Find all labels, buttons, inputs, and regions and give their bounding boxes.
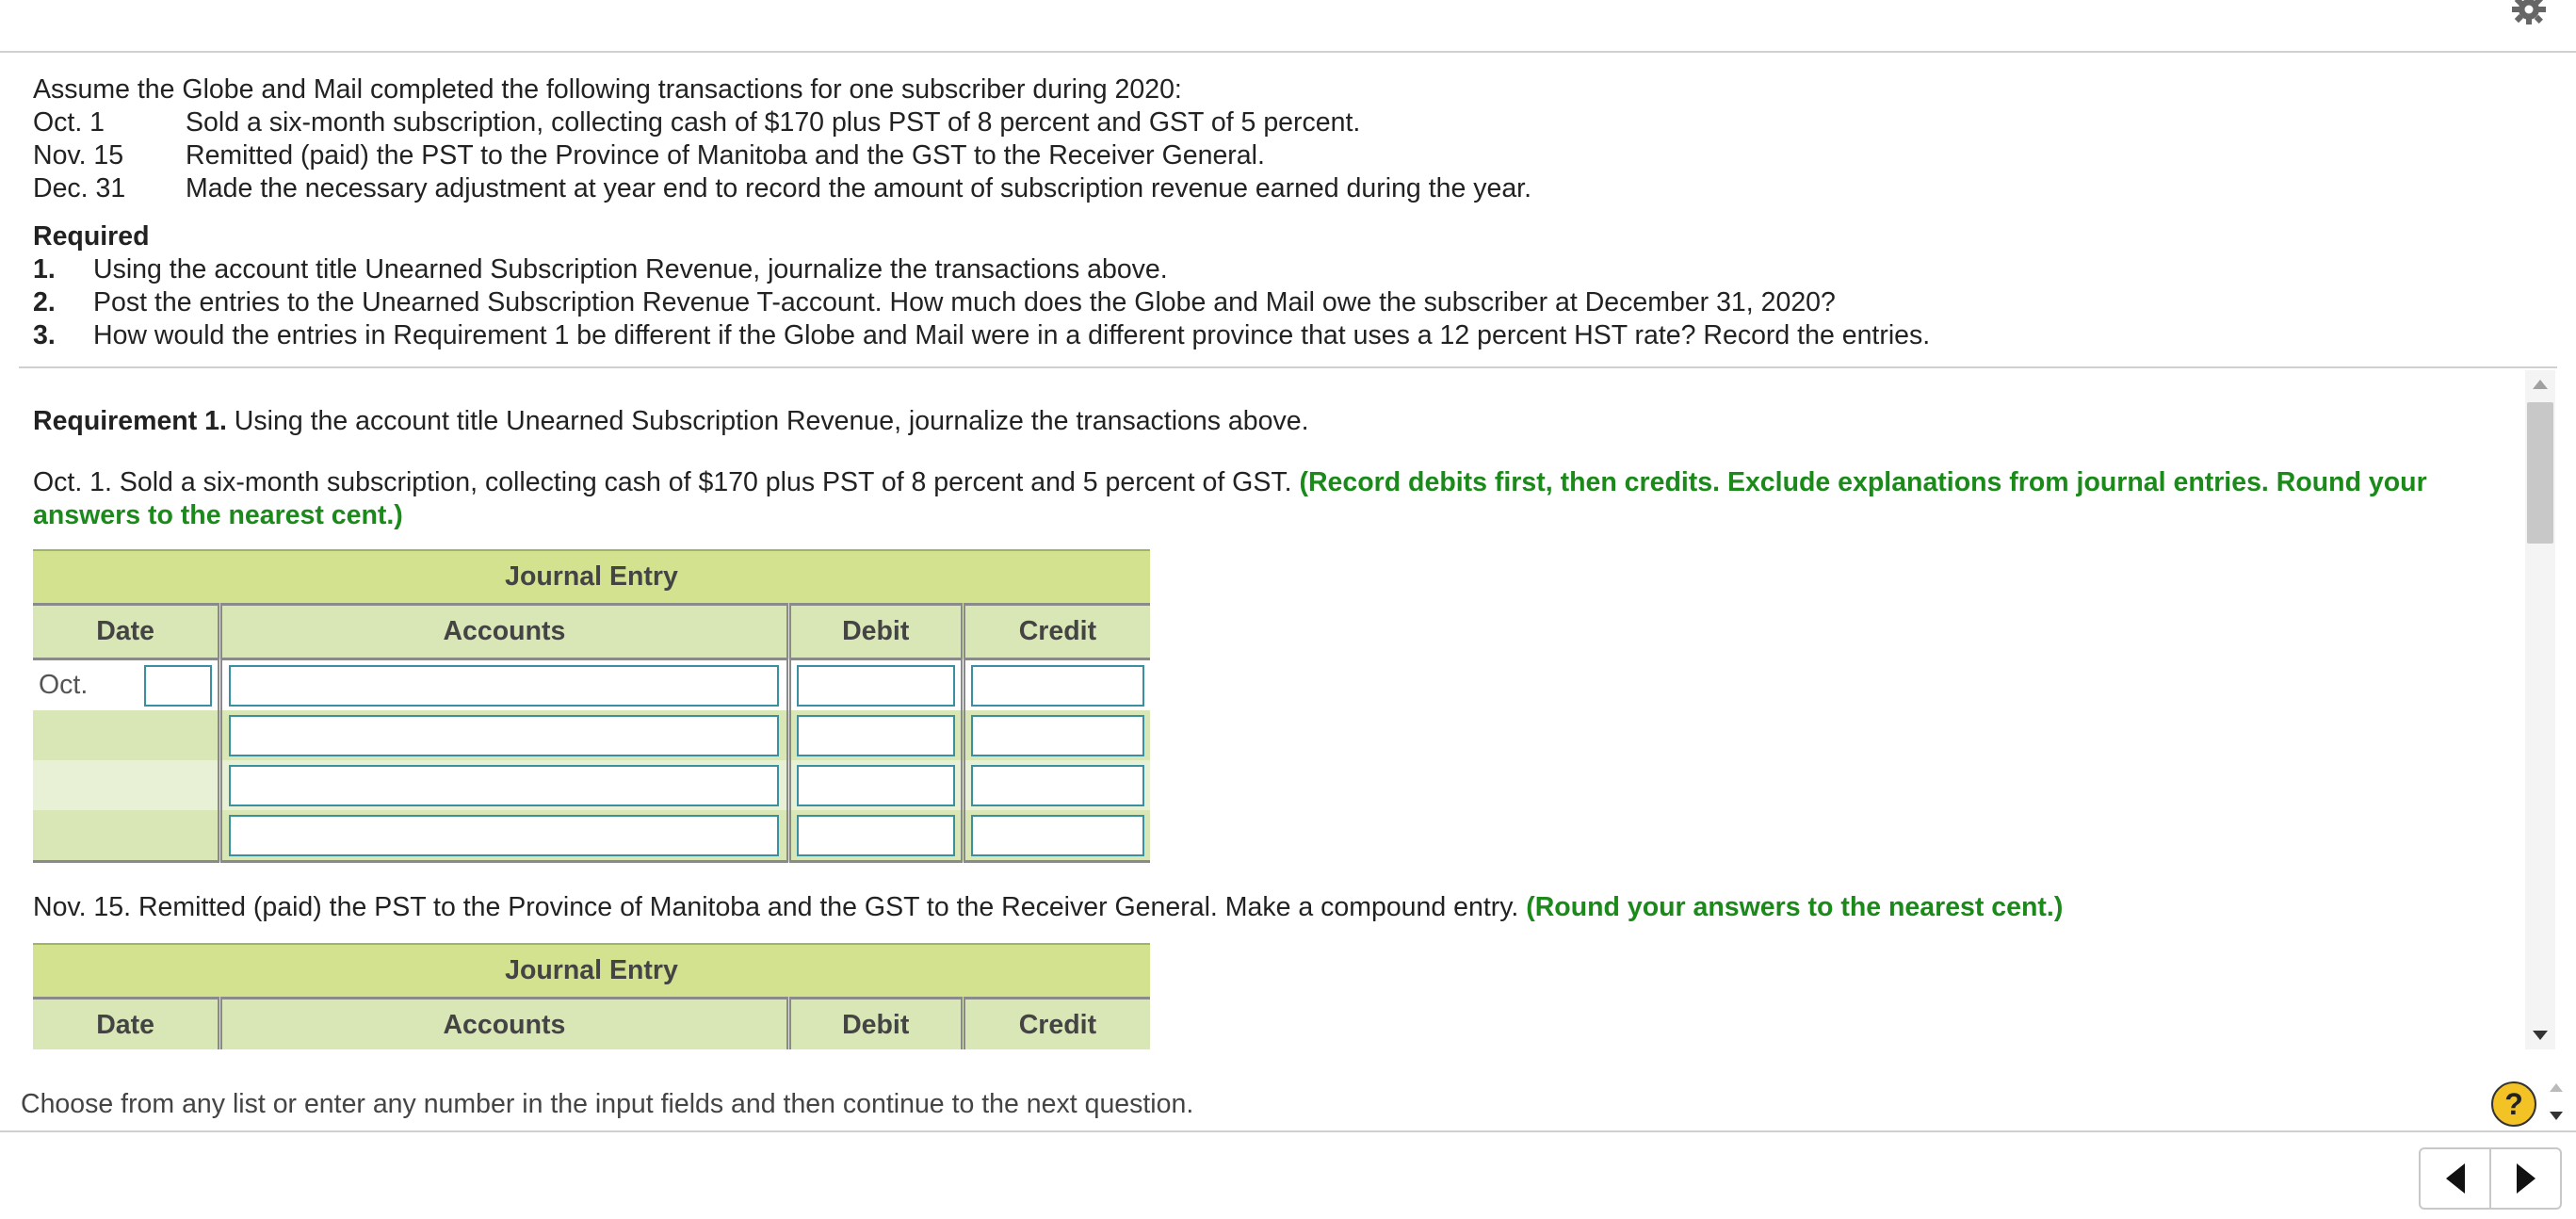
date-cell bbox=[33, 760, 220, 810]
transaction-text: Sold a six-month subscription, collecting cash of $170 plus PST of 8 percent and GST of 5 percent. bbox=[186, 107, 1361, 138]
credit-input[interactable] bbox=[971, 665, 1144, 707]
oct-prompt bbox=[33, 466, 2454, 532]
date-cell bbox=[33, 659, 220, 711]
transaction-text: Remitted (paid) the PST to the Province of Manitoba and the GST to the Receiver General. bbox=[186, 140, 1265, 171]
scrollbar-thumb[interactable] bbox=[2527, 402, 2553, 544]
journal-entry-table-oct bbox=[33, 549, 1150, 863]
date-column-header: Date bbox=[33, 999, 220, 1050]
account-input[interactable] bbox=[229, 665, 779, 707]
requirement-text: Post the entries to the Unearned Subscription Revenue T-account. How much does the Globe and Mail owe the subscriber at December 31, 2020? bbox=[93, 287, 1836, 317]
debit-column-header: Debit bbox=[788, 605, 963, 659]
scroll-up-icon[interactable] bbox=[2533, 380, 2548, 389]
nov-prompt bbox=[33, 891, 2501, 924]
transaction-text: Made the necessary adjustment at year end to record the amount of subscription revenue earned during the year. bbox=[186, 173, 1532, 203]
previous-button[interactable] bbox=[2421, 1149, 2489, 1208]
transaction-row bbox=[33, 172, 2538, 205]
credit-input[interactable] bbox=[971, 815, 1144, 856]
journal-entry-title: Journal Entry bbox=[33, 550, 1150, 605]
date-column-header: Date bbox=[33, 605, 220, 659]
requirement-1-text: Using the account title Unearned Subscription Revenue, journalize the transactions above. bbox=[226, 406, 1309, 436]
gear-icon[interactable] bbox=[2508, 0, 2550, 30]
required-heading: Required bbox=[33, 221, 150, 252]
debit-cell bbox=[788, 710, 963, 760]
account-cell bbox=[220, 659, 789, 711]
debit-input[interactable] bbox=[797, 815, 955, 856]
date-cell bbox=[33, 710, 220, 760]
month-label: Oct. bbox=[39, 670, 89, 700]
section-divider bbox=[19, 366, 2557, 368]
problem-statement bbox=[33, 73, 2538, 352]
requirement-1-label: Requirement 1. bbox=[33, 406, 227, 436]
nov-prompt-instruction: (Round your answers to the nearest cent.) bbox=[1526, 892, 2064, 922]
question-navigation bbox=[2419, 1147, 2562, 1210]
credit-input[interactable] bbox=[971, 715, 1144, 756]
debit-cell bbox=[788, 760, 963, 810]
scroll-down-icon[interactable] bbox=[2533, 1031, 2548, 1040]
footer-message: Choose from any list or enter any number in the input fields and then continue to the next question. bbox=[21, 1089, 1194, 1119]
debit-cell bbox=[788, 810, 963, 862]
account-cell bbox=[220, 710, 789, 760]
journal-row bbox=[33, 810, 1150, 862]
transaction-row bbox=[33, 139, 2538, 172]
requirement-number: 3. bbox=[33, 320, 56, 350]
answer-scroll-area[interactable] bbox=[0, 369, 2576, 1049]
day-input[interactable] bbox=[144, 665, 212, 707]
debit-input[interactable] bbox=[797, 665, 955, 707]
next-button[interactable] bbox=[2489, 1149, 2560, 1208]
footer-scroll-up-icon[interactable] bbox=[2550, 1083, 2563, 1092]
problem-intro: Assume the Globe and Mail completed the following transactions for one subscriber during 2020: bbox=[33, 74, 1182, 105]
debit-cell bbox=[788, 659, 963, 711]
footer-divider bbox=[0, 1130, 2576, 1132]
account-input[interactable] bbox=[229, 765, 779, 806]
account-cell bbox=[220, 760, 789, 810]
arrow-left-icon bbox=[2446, 1163, 2465, 1194]
nov-prompt-text: Nov. 15. Remitted (paid) the PST to the Province of Manitoba and the GST to the Receiver General. Make a compound entry. bbox=[33, 892, 1527, 922]
journal-row bbox=[33, 710, 1150, 760]
journal-row bbox=[33, 659, 1150, 711]
requirement-item bbox=[33, 286, 2538, 319]
requirement-number: 2. bbox=[33, 287, 56, 317]
debit-input[interactable] bbox=[797, 715, 955, 756]
journal-row bbox=[33, 760, 1150, 810]
transaction-date: Dec. 31 bbox=[33, 173, 126, 203]
requirement-text: How would the entries in Requirement 1 be different if the Globe and Mail were in a different province that uses a 12 percent HST rate? Record the entries. bbox=[93, 320, 1931, 350]
account-input[interactable] bbox=[229, 815, 779, 856]
credit-cell bbox=[963, 659, 1150, 711]
journal-entry-title: Journal Entry bbox=[33, 944, 1150, 999]
transaction-date: Nov. 15 bbox=[33, 140, 124, 171]
credit-column-header: Credit bbox=[963, 605, 1150, 659]
top-bar bbox=[0, 0, 2576, 53]
credit-input[interactable] bbox=[971, 765, 1144, 806]
credit-column-header: Credit bbox=[963, 999, 1150, 1050]
account-input[interactable] bbox=[229, 715, 779, 756]
requirement-item bbox=[33, 253, 2538, 286]
oct-prompt-instruction: (Record debits first, then credits. Exclude explanations from journal entries. Round your answers to the nearest cent.) bbox=[33, 467, 2427, 530]
journal-entry-table-nov bbox=[33, 943, 1150, 1049]
debit-input[interactable] bbox=[797, 765, 955, 806]
help-button[interactable]: ? bbox=[2491, 1081, 2536, 1127]
accounts-column-header: Accounts bbox=[220, 605, 789, 659]
account-cell bbox=[220, 810, 789, 862]
requirement-number: 1. bbox=[33, 254, 56, 284]
transaction-row bbox=[33, 106, 2538, 139]
requirement-text: Using the account title Unearned Subscription Revenue, journalize the transactions above. bbox=[93, 254, 1168, 284]
answer-content bbox=[33, 369, 2501, 1049]
credit-cell bbox=[963, 760, 1150, 810]
requirement-1-heading bbox=[33, 405, 2501, 438]
vertical-scrollbar[interactable] bbox=[2525, 370, 2555, 1049]
credit-cell bbox=[963, 710, 1150, 760]
arrow-right-icon bbox=[2517, 1163, 2535, 1194]
credit-cell bbox=[963, 810, 1150, 862]
transaction-date: Oct. 1 bbox=[33, 107, 105, 138]
footer-scroll-down-icon[interactable] bbox=[2550, 1112, 2563, 1120]
debit-column-header: Debit bbox=[788, 999, 963, 1050]
date-cell bbox=[33, 810, 220, 862]
requirement-item bbox=[33, 319, 2538, 352]
oct-prompt-text: Oct. 1. Sold a six-month subscription, collecting cash of $170 plus PST of 8 percent and 5 percent of GST. bbox=[33, 467, 1300, 497]
accounts-column-header: Accounts bbox=[220, 999, 789, 1050]
